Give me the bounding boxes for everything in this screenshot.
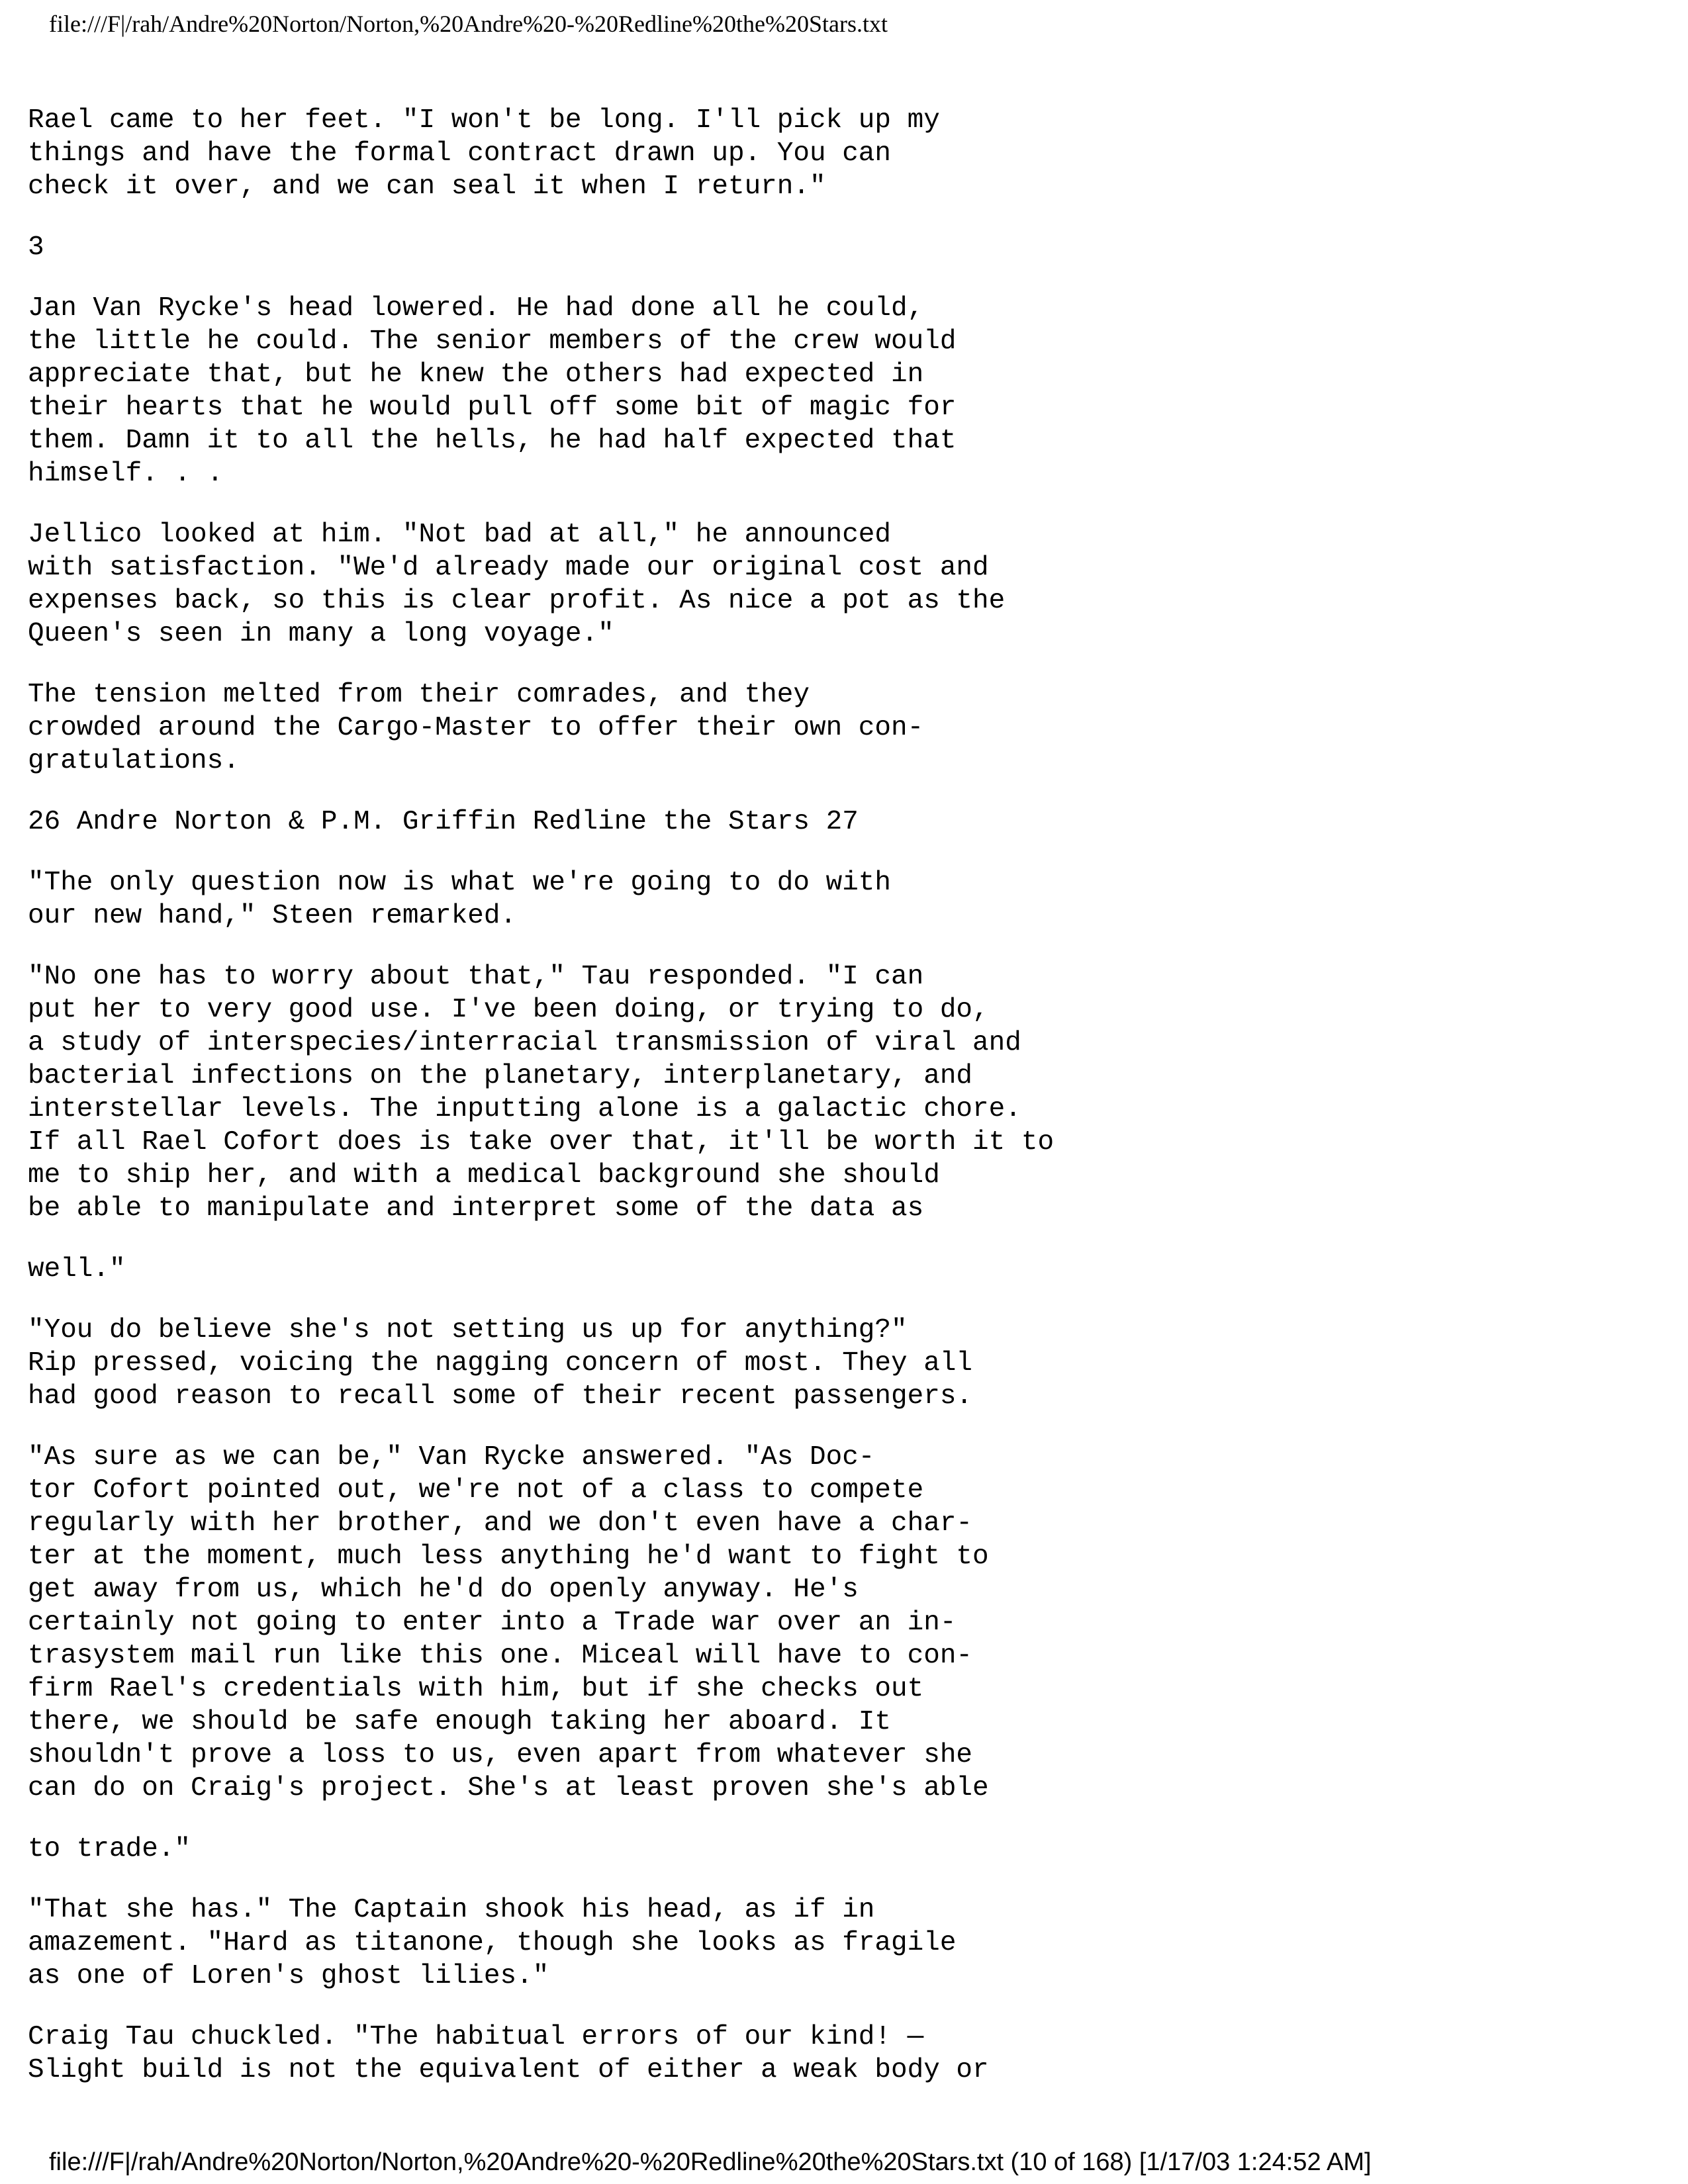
paragraph (28, 231, 1656, 264)
text-line: me to ship her, and with a medical background she should (28, 1160, 940, 1191)
text-line: Slight build is not the equivalent of either a weak body or (28, 2055, 989, 2085)
text-line: their hearts that he would pull off some bit of magic for (28, 392, 957, 423)
text-line: expenses back, so this is clear profit. As nice a pot as the (28, 586, 1006, 616)
text-line: The tension melted from their comrades, and they (28, 680, 810, 710)
text-line: "No one has to worry about that," Tau responded. "I can (28, 962, 924, 992)
text-line: certainly not going to enter into a Trade war over an in- (28, 1608, 957, 1638)
paragraph (28, 960, 1656, 1225)
text-line: crowded around the Cargo-Master to offer their own con- (28, 713, 924, 743)
text-line: appreciate that, but he knew the others had expected in (28, 359, 924, 390)
text-line: regularly with her brother, and we don't even have a char- (28, 1508, 973, 1539)
text-line: Rael came to her feet. "I won't be long. I'll pick up my (28, 105, 940, 136)
paragraph (28, 292, 1656, 490)
text-line: a study of interspecies/interracial transmission of viral and (28, 1028, 1021, 1058)
text-line: "You do believe she's not setting us up for anything?" (28, 1315, 908, 1345)
text-line: ter at the moment, much less anything he'd want to fight to (28, 1541, 989, 1572)
paragraph (28, 2021, 1656, 2087)
paragraph (28, 678, 1656, 778)
text-line: put her to very good use. I've been doing, or trying to do, (28, 995, 989, 1025)
paragraph (28, 1314, 1656, 1413)
paragraph (28, 1441, 1656, 1805)
text-line: Queen's seen in many a long voyage." (28, 619, 614, 649)
text-line: himself. . . (28, 459, 224, 489)
text-line: get away from us, which he'd do openly anyway. He's (28, 1574, 859, 1605)
paragraph (28, 805, 1656, 839)
text-line: check it over, and we can seal it when I return." (28, 171, 826, 202)
document-body (28, 104, 1656, 2115)
paragraph (28, 1833, 1656, 1866)
text-line: If all Rael Cofort does is take over that, it'll be worth it to (28, 1127, 1055, 1158)
text-line: Craig Tau chuckled. "The habitual errors of our kind! — (28, 2022, 924, 2052)
paragraph (28, 104, 1656, 203)
text-line: firm Rael's credentials with him, but if she checks out (28, 1674, 924, 1704)
text-line: be able to manipulate and interpret some of the data as (28, 1193, 924, 1224)
text-line: had good reason to recall some of their recent passengers. (28, 1381, 973, 1412)
text-line: "The only question now is what we're going to do with (28, 868, 892, 898)
page-footer: file:///F|/rah/Andre%20Norton/Norton,%20Andre%20-%20Redline%20the%20Stars.txt (10 of 168) [1/17/03 1:24:52 AM] (49, 2148, 1372, 2176)
text-line: interstellar levels. The inputting alone is a galactic chore. (28, 1094, 1021, 1124)
text-line: 26 Andre Norton & P.M. Griffin Redline the Stars 27 (28, 807, 859, 837)
text-line: bacterial infections on the planetary, interplanetary, and (28, 1061, 973, 1091)
page-header-path: file:///F|/rah/Andre%20Norton/Norton,%20Andre%20-%20Redline%20the%20Stars.txt (49, 11, 888, 37)
paragraph (28, 866, 1656, 933)
text-line: "That she has." The Captain shook his head, as if in (28, 1895, 875, 1925)
text-line: Rip pressed, voicing the nagging concern of most. They all (28, 1348, 973, 1379)
text-line: well." (28, 1254, 126, 1285)
text-line: there, we should be safe enough taking her aboard. It (28, 1707, 892, 1737)
text-line: our new hand," Steen remarked. (28, 901, 517, 931)
text-line: Jellico looked at him. "Not bad at all," he announced (28, 520, 892, 550)
text-line: can do on Craig's project. She's at least proven she's able (28, 1773, 989, 1803)
text-line: amazement. "Hard as titanone, though she looks as fragile (28, 1928, 957, 1958)
text-line: gratulations. (28, 746, 240, 776)
text-line: to trade." (28, 1834, 191, 1864)
text-line: them. Damn it to all the hells, he had half expected that (28, 426, 957, 456)
text-line: Jan Van Rycke's head lowered. He had done all he could, (28, 293, 924, 324)
text-line: with satisfaction. "We'd already made our original cost and (28, 553, 989, 583)
text-line: things and have the formal contract drawn up. You can (28, 138, 892, 169)
paragraph (28, 518, 1656, 651)
text-line: tor Cofort pointed out, we're not of a class to compete (28, 1475, 924, 1506)
text-line: "As sure as we can be," Van Rycke answered. "As Doc- (28, 1442, 875, 1473)
text-line: trasystem mail run like this one. Miceal will have to con- (28, 1641, 973, 1671)
text-line: shouldn't prove a loss to us, even apart from whatever she (28, 1740, 973, 1770)
text-line: the little he could. The senior members of the crew would (28, 326, 957, 357)
text-line: 3 (28, 232, 44, 263)
text-line: as one of Loren's ghost lilies." (28, 1961, 549, 1991)
paragraph (28, 1893, 1656, 1993)
paragraph (28, 1253, 1656, 1286)
